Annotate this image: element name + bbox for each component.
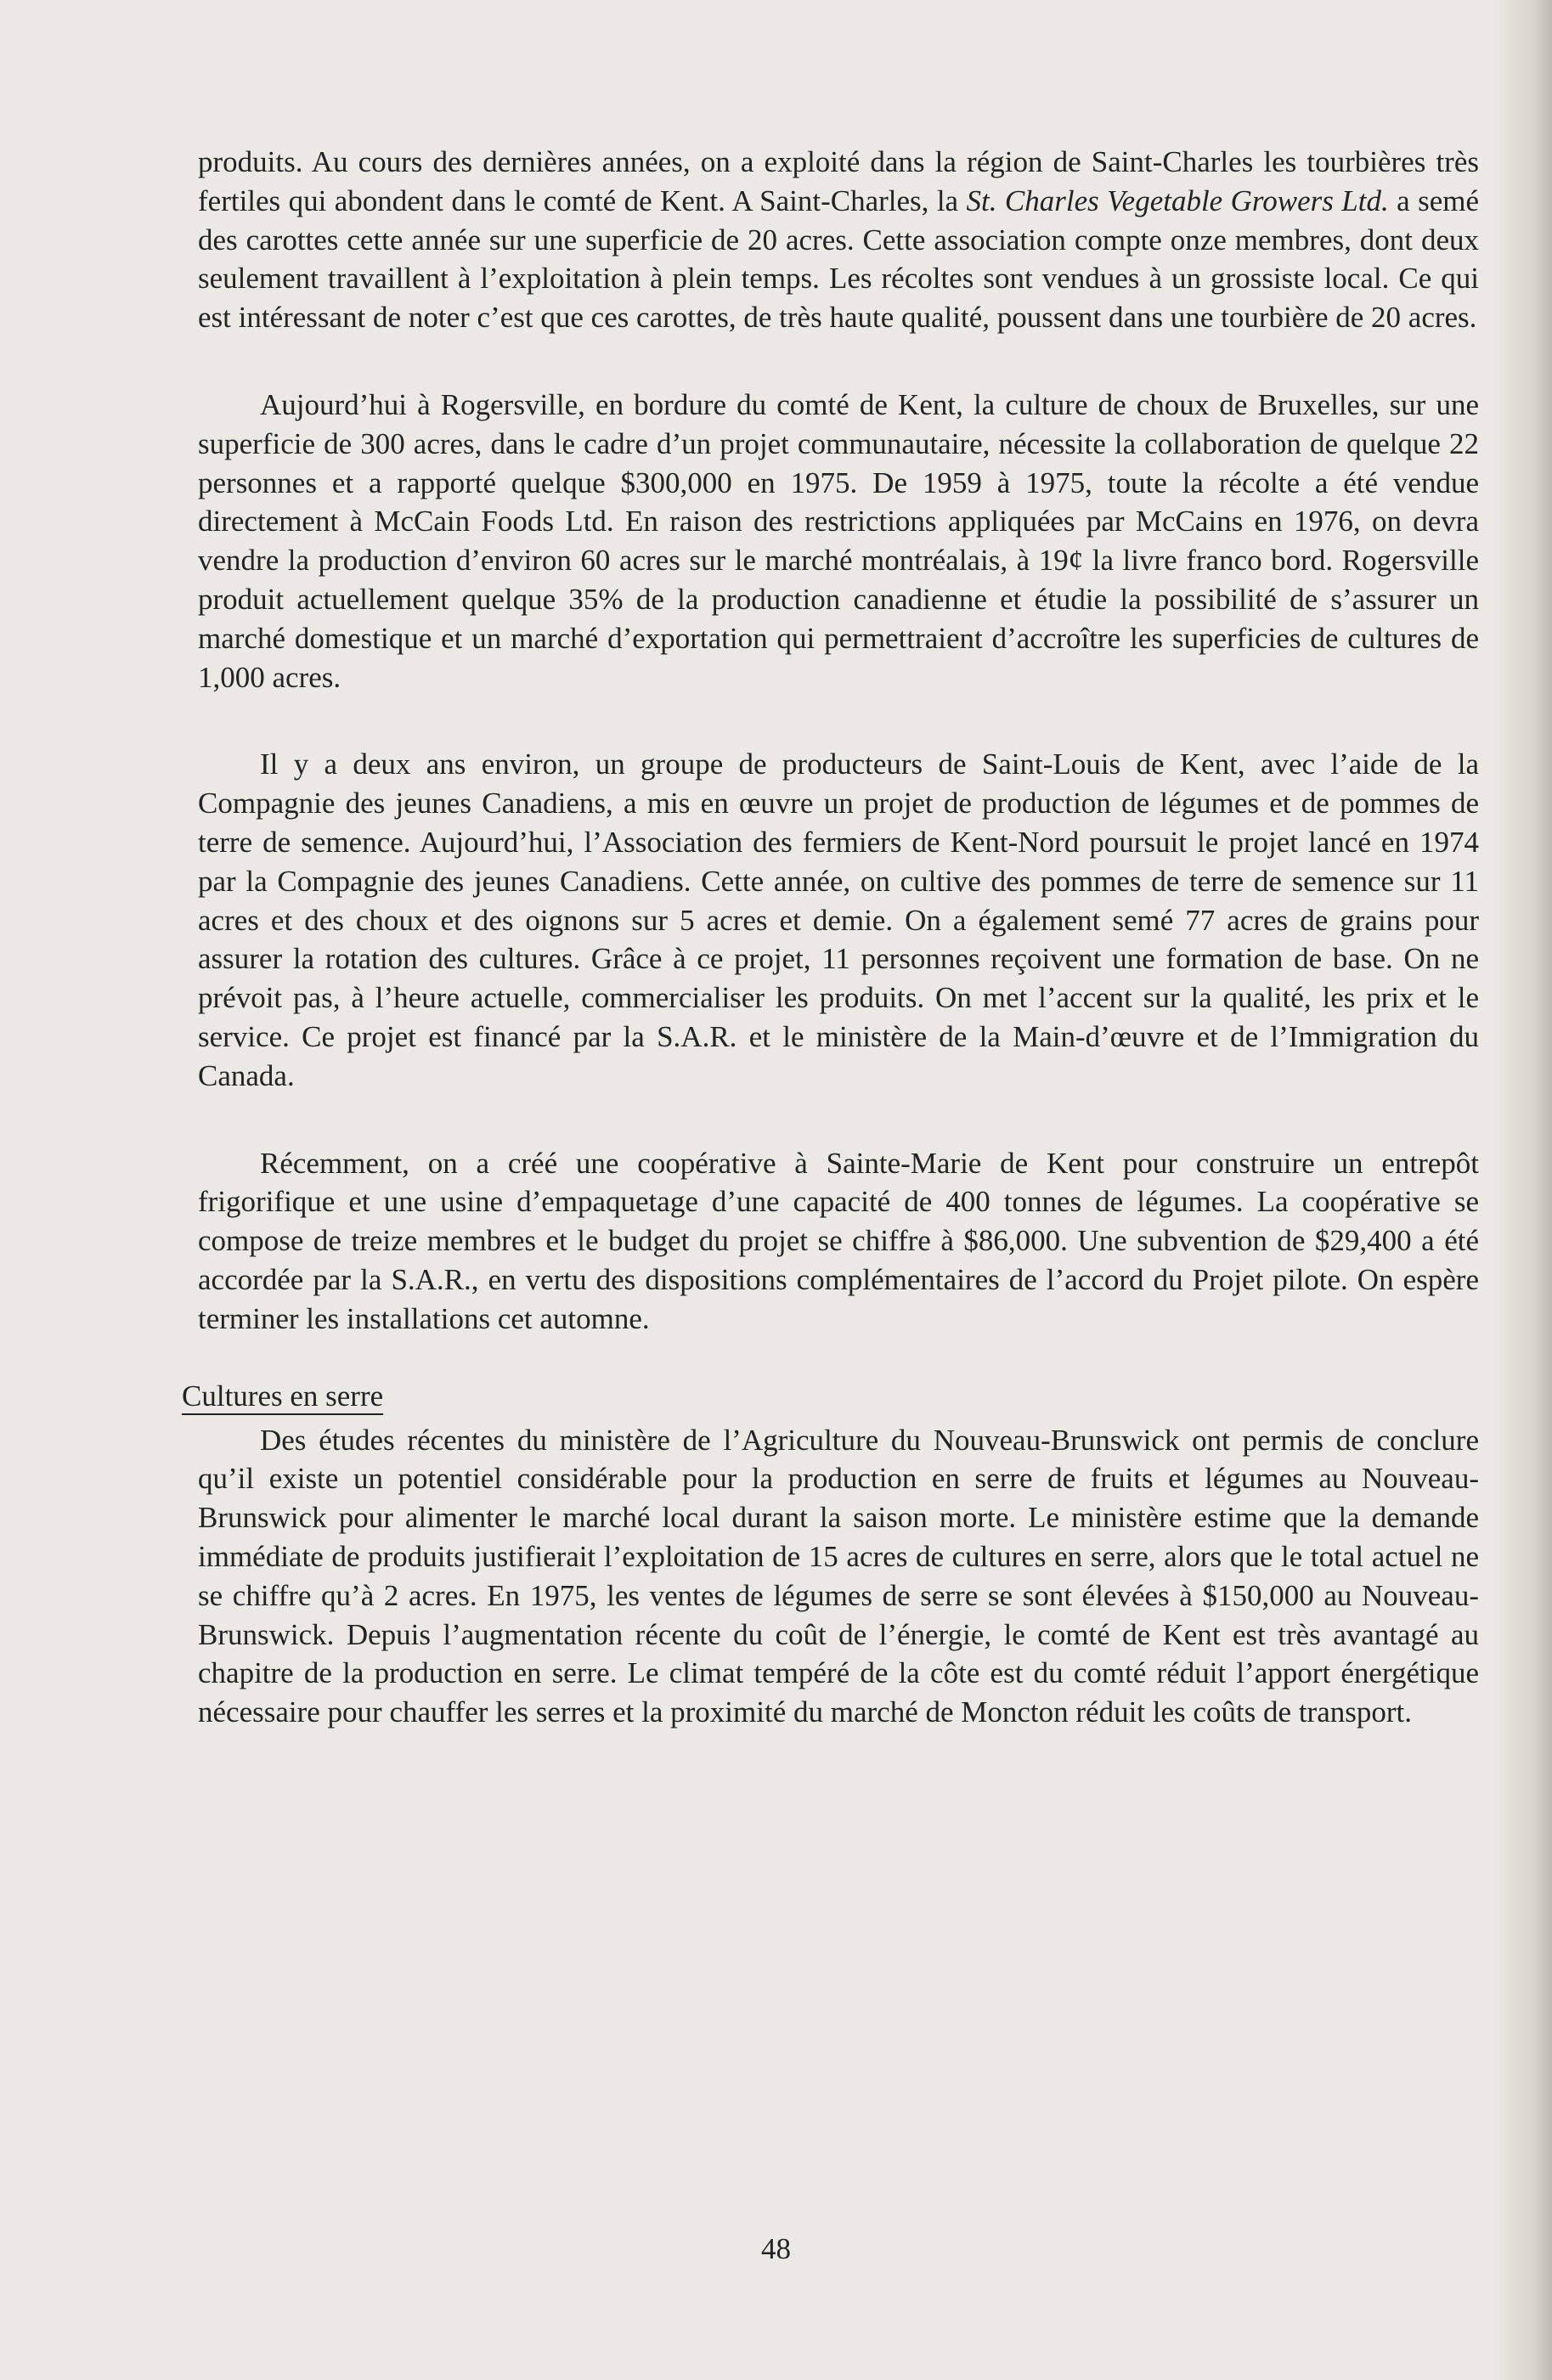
page-number: 48 [761,2232,791,2265]
paragraph-rogersville: Aujourd’hui à Rogersville, en bordure du comté de Kent, la culture de choux de Bruxelles, sur une superficie de 300 acres, dans le cadre d’un projet communautaire, nécessite la collaboration de quelque 22 personnes et a rapporté quelque $300,000 en 1975. De 1959 à 1975, toute la récolte a été vendue directement à McCain Foods Ltd. En raison des restrictions appliquées par McCains en 1976, on devra vendre la production d’environ 60 acres sur le marché montréalais, à 19¢ la livre franco bord. Rogersville produit actuellement quelque 35% de la production canadienne et étudie la possibilité de s’assurer un marché domestique et un marché d’exportation qui permettraient d’accroître les superficies de cultures de 1,000 acres. [198,387,1479,694]
section-heading-wrapper [182,1377,1479,1421]
paragraph-sainte-marie: Récemment, on a créé une coopérative à Sainte-Marie de Kent pour construire un entrepôt frigorifique et une usine d’empaquetage d’une capacité de 400 tonnes de légumes. La coopérative se compose de treize membres et le budget du projet se chiffre à $86,000. Une subvention de $29,400 a été accordée par la S.A.R., en vertu des dispositions complémentaires de l’accord du Projet pilote. On espère terminer les installations cet automne. [198,1146,1479,1335]
paragraph-carrots-part-a: produits. Au cours des dernières années, on a exploité dans la région de Saint-Charles les tourbières très fertiles qui abondent dans le comté de Kent. A Saint-Charles, la [198,145,1479,217]
body-text [182,143,1480,1780]
paragraph-saint-louis: Il y a deux ans environ, un groupe de producteurs de Saint-Louis de Kent, avec l’aide de la Compagnie des jeunes Canadiens, a mis en œuvre un projet de production de légumes et de pommes de terre de semence. Aujourd’hui, l’Association des fermiers de Kent-Nord poursuit le projet lancé en 1974 par la Compagnie des jeunes Canadiens. Cette année, on cultive des pommes de terre de semence sur 11 acres et des choux et des oignons sur 5 acres et demie. On a également semé 77 acres de grains pour assurer la rotation des cultures. Grâce à ce projet, 11 personnes reçoivent une formation de base. On ne prévoit pas, à l’heure actuelle, commercialiser les produits. On met l’accent sur la qualité, les prix et le service. Ce projet est financé par la S.A.R. et le ministère de la Main-d’œuvre et de l’Immigration du Canada. [198,747,1479,1092]
paragraph-greenhouse: Des études récentes du ministère de l’Agriculture du Nouveau-Brunswick ont permis de conclure qu’il existe un potentiel considérable pour la production en serre de fruits et légumes au Nouveau-Brunswick pour alimenter le marché local durant la saison morte. Le ministère estime que la demande immédiate de produits justifierait l’exploitation de 15 acres de cultures en serre, alors que le total actuel ne se chiffre qu’à 2 acres. En 1975, les ventes de légumes de serre se sont élevées à $150,000 au Nouveau-Brunswick. Depuis l’augmentation récente du coût de l’énergie, le comté de Kent est très avantagé au chapitre de la production en serre. Le climat tempéré de la côte est du comté réduit l’apport énergétique nécessaire pour chauffer les serres et la proximité du marché de Moncton réduit les coûts de transport. [198,1423,1479,1729]
page-spine-shadow [1493,0,1552,2380]
section-heading-cultures-en-serre: Cultures en serre [182,1379,384,1413]
paragraph-carrots [198,143,1479,337]
company-name-italic: St. Charles Vegetable Growers Ltd. [966,183,1389,217]
paragraph-carrots-part-b: a semé des carottes cette année sur une superficie de 20 acres. Cette association compte onze membres, dont deux seulement travaillent à l’exploitation à plein temps. Les récoltes sont vendues à un grossiste local. Ce qui est intéressant de noter c’est que ces carottes, de très haute qualité, poussent dans une tourbière de 20 acres. [198,183,1480,335]
